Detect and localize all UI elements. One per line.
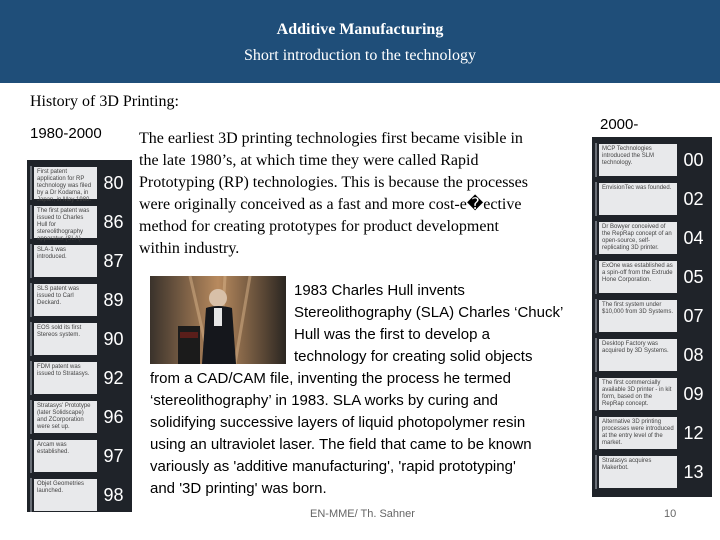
hull-line: solidifying successive layers of liquid photopolymer resin [150, 414, 526, 432]
timeline-item [594, 141, 710, 179]
timeline-item-year: 90 [103, 328, 124, 349]
hull-line: from a CAD/CAM file, inventing the process he termed [150, 370, 511, 387]
hull-line: technology for creating solid objects [294, 348, 533, 366]
timeline-item [594, 180, 710, 218]
timeline-item-text: ExOne was established as a spin-off from the Extrude Hone Corporation. [599, 261, 677, 293]
timeline-item [594, 297, 710, 335]
timeline-item-year: 87 [103, 250, 124, 271]
timeline-item-text: Stratasys' Prototype (later Solidscape) and ZCorporation were set up. [34, 401, 97, 433]
timeline-item [29, 437, 130, 475]
timeline-item-text: Alternative 3D printing processes were introduced at the entry level of the market. [599, 417, 677, 449]
timeline-item-year: 05 [683, 266, 704, 287]
slide-title: Additive Manufacturing [276, 21, 444, 38]
intro-paragraph [139, 128, 584, 260]
timeline-item-year: 02 [683, 188, 704, 209]
timeline-item [29, 203, 130, 241]
section-title: History of 3D Printing: [30, 93, 179, 110]
timeline-item-text: The first patent was issued to Charles Hull for stereolithography apparatus (SLA). [34, 206, 97, 238]
timeline-item-text: SLS patent was issued to Carl Deckard. [34, 284, 97, 316]
timeline-item-text: Arcam was established. [34, 440, 97, 472]
timeline-item [594, 414, 710, 452]
timeline-item-year: 80 [103, 172, 124, 193]
timeline-item [29, 242, 130, 280]
intro-line: method for creating prototypes for product development [139, 218, 499, 235]
timeline-item-year: 13 [683, 461, 704, 482]
hull-line: using an ultraviolet laser. The field that came to be known [150, 436, 532, 454]
hull-line: variously as 'additive manufacturing', 'rapid prototyping' [150, 458, 516, 476]
timeline-item-text: The first commercially available 3D printer - in kit form, based on the RepRap concept. [599, 378, 677, 410]
timeline-item-year: 97 [103, 445, 124, 466]
timeline-item-text: First patent application for RP technology was filed by a Dr Kodama, in Japan, in May 1980. [34, 167, 97, 199]
intro-line: Prototyping (RP) technologies. This is because the processes [139, 174, 528, 191]
timeline-item [594, 336, 710, 374]
timeline-item-year: 98 [103, 484, 124, 505]
hull-line: ‘stereolithography’ in 1983. SLA works by curing and [150, 392, 498, 410]
timeline-item [29, 164, 130, 202]
timeline-item-year: 00 [683, 149, 704, 170]
timeline-item-text: Stratasys acquires Makerbot. [599, 456, 677, 488]
timeline-item [594, 375, 710, 413]
timeline-1980-2000 [27, 160, 132, 512]
timeline-item [594, 453, 710, 491]
timeline-item [594, 219, 710, 257]
page-number: 10 [664, 508, 677, 520]
hull-line: Hull was the first to develop a [294, 326, 490, 344]
timeline-item-text: EnvisionTec was founded. [599, 183, 677, 215]
timeline-item [29, 476, 130, 514]
timeline-item [594, 258, 710, 296]
intro-line: were originally conceived as a fast and more cost-e�ective [139, 196, 522, 213]
timeline-item-year: 04 [683, 227, 704, 248]
timeline-item [29, 320, 130, 358]
timeline-item-text: MCP Technologies introduced the SLM technology. [599, 144, 677, 176]
timeline-item-year: 92 [103, 367, 124, 388]
timeline-2000-onward [592, 137, 712, 497]
timeline-item [29, 398, 130, 436]
timeline-item-year: 07 [683, 305, 704, 326]
intro-line: within industry. [139, 240, 240, 257]
timeline-item-text: FDM patent was issued to Stratasys. [34, 362, 97, 394]
timeline-item-text: Desktop Factory was acquired by 3D Systems. [599, 339, 677, 371]
timeline-item-year: 96 [103, 406, 124, 427]
hull-line: and '3D printing' was born. [150, 480, 327, 498]
timeline-right-label: 2000- [600, 116, 639, 133]
timeline-item-text: SLA-1 was introduced. [34, 245, 97, 277]
slide-subtitle: Short introduction to the technology [244, 47, 476, 64]
timeline-item [29, 281, 130, 319]
timeline-item-year: 09 [683, 383, 704, 404]
timeline-item-text: Dr Bowyer conceived of the RepRap concept of an open-source, self-replicating 3D printer. [599, 222, 677, 254]
charles-hull-photo-graphic [150, 276, 286, 364]
timeline-item-year: 89 [103, 289, 124, 310]
hull-line: Stereolithography (SLA) Charles ‘Chuck’ [294, 304, 564, 322]
intro-line: the late 1980’s, at which time they were called Rapid [139, 152, 479, 169]
intro-line: The earliest 3D printing technologies first became visible in [139, 130, 523, 147]
slide-header [0, 0, 720, 83]
timeline-item-year: 86 [103, 211, 124, 232]
timeline-item-year: 08 [683, 344, 704, 365]
timeline-item-year: 12 [683, 422, 704, 443]
hull-text-right-column [294, 280, 586, 368]
hull-text-full-width [150, 368, 590, 501]
hull-line: 1983 Charles Hull invents [294, 282, 465, 299]
timeline-item-text: EOS sold its first Stereos system. [34, 323, 97, 355]
timeline-item-text: Objet Geometries launched. [34, 479, 97, 511]
timeline-item [29, 359, 130, 397]
timeline-item-text: The first system under $10,000 from 3D Systems. [599, 300, 677, 332]
timeline-left-label: 1980-2000 [30, 125, 102, 142]
charles-hull-photo [150, 276, 286, 364]
footer-author: EN-MME/ Th. Sahner [310, 508, 415, 520]
